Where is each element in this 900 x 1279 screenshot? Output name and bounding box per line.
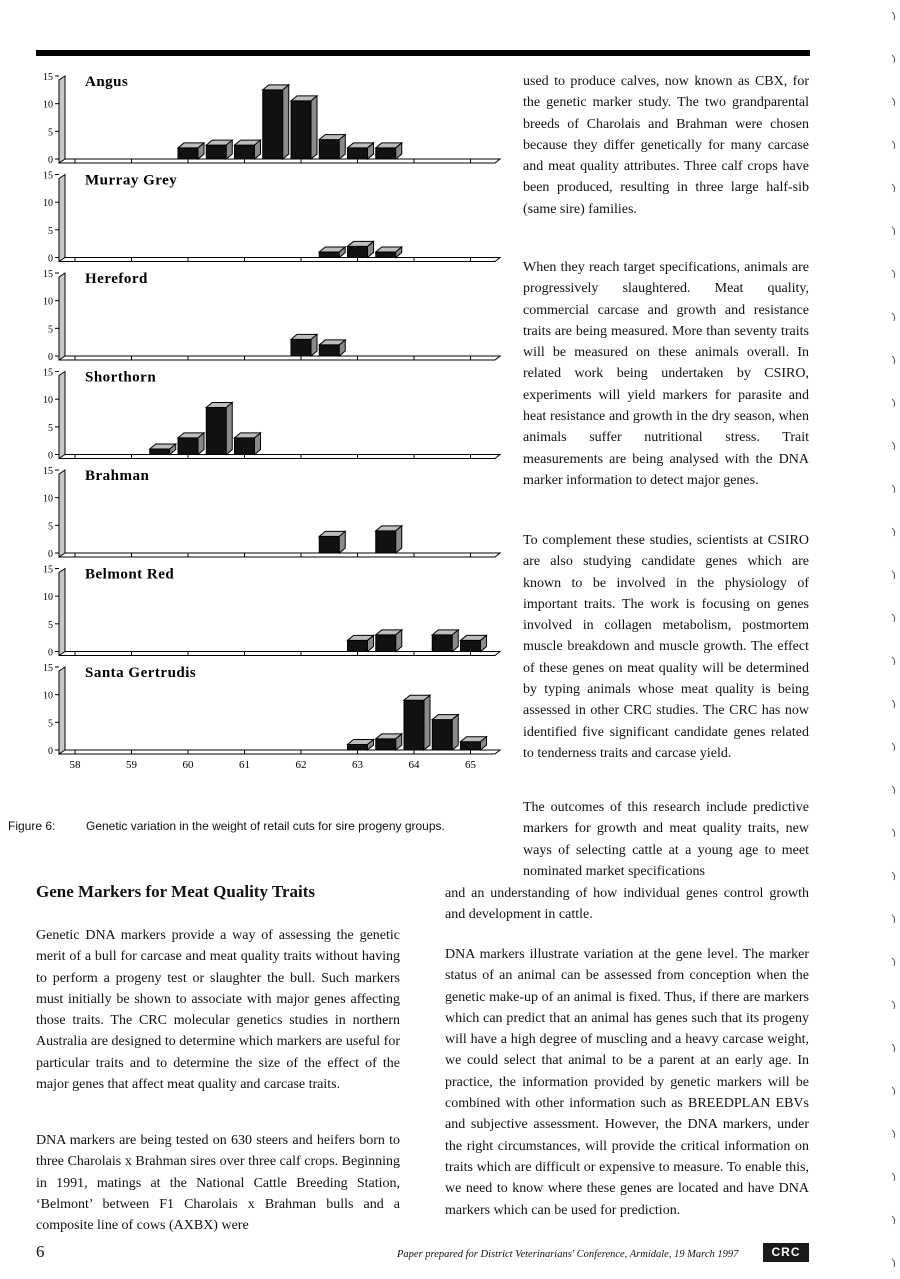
- x-tick-label-6: 64: [408, 759, 420, 771]
- x-tick-label-3: 61: [239, 759, 250, 771]
- margin-mark: [892, 915, 895, 923]
- bar-5-3: [461, 640, 481, 651]
- right-paragraph-2: When they reach target specifications, animals are progressively slaughtered. Meat quality, commercial carcase and growth and resistance traits are being measured. More than seventy traits will be measured on these animals overall. In related work being undertaken by CSIRO, experiments will yield markers for parasite and heat resistance and growth in the dry season, when animals suffer nutritional stress. Trait measurements are being analysed with the DNA marker information to detect major genes.: [523, 260, 809, 488]
- panel-title-2: Hereford: [85, 271, 148, 287]
- right-paragraph-5: DNA markers illustrate variation at the gene level. The marker status of an animal can be assessed from conception when the genetic make-up of an animal is fixed. Thus, if there are markers which can predict that an animal has genes such that its progeny will have a high degree of muscling and a heavy carcase weight, we could select that animal to be a parent at an early age. In practice, the information provided by genetic markers will be combined with other information such as BREEDPLAN EBVs and subjective assessment. However, the DNA markers, under the right circumstances, will provide the critical information on traits which are difficult or expensive to measure. To enable this, we need to know where these genes are located and have DNA markers which can be used for prediction.: [445, 947, 809, 1218]
- x-tick-label-1: 59: [126, 759, 137, 771]
- figure-caption-text: Genetic variation in the weight of retail cuts for sire progeny groups.: [86, 819, 445, 833]
- bar-3-0: [150, 449, 170, 455]
- right-paragraph-3: To complement these studies, scientists at CSIRO are also studying candidate genes which are known to be involved in the physiology of important traits. The work is focusing on genes involved in collagen metabolism, postmortem muscle breakdown and muscle growth. The effect of these genes on meat quality will be determined by typing animals whose meat quality is being assessed in other CRC studies. The CRC has now identified five significant candidate genes related to tenderness traits and carcase yield.: [523, 533, 809, 761]
- margin-mark: [892, 1044, 895, 1052]
- panel-wall-2: [59, 273, 65, 360]
- y-tick-label-5-3: 15: [43, 564, 53, 576]
- x-tick-label-0: 58: [69, 759, 81, 771]
- margin-mark: [892, 528, 895, 536]
- panel-floor-5: [59, 652, 500, 656]
- margin-mark: [892, 313, 895, 321]
- right-paragraph-4b: and an understanding of how individual genes control growth and development in cattle.: [445, 886, 809, 923]
- y-tick-label-2-1: 5: [48, 324, 53, 336]
- x-tick-label-7: 65: [465, 759, 476, 771]
- y-tick-label-2-2: 10: [43, 296, 53, 308]
- panel-floor-0: [59, 159, 500, 163]
- bar-3-1: [178, 438, 198, 455]
- bar-6-0: [348, 744, 368, 750]
- y-tick-label-3-1: 5: [48, 422, 53, 434]
- breed-histogram-chart: [0, 60, 510, 780]
- margin-mark: [892, 141, 895, 149]
- bar-side-4-1: [396, 526, 402, 553]
- y-tick-label-6-2: 10: [43, 690, 53, 702]
- page-number: 6: [36, 1242, 45, 1261]
- bar-6-4: [461, 742, 481, 750]
- margin-mark: [892, 55, 895, 63]
- margin-mark: [892, 1259, 895, 1267]
- bar-0-2: [235, 145, 255, 159]
- panel-title-4: Brahman: [85, 468, 150, 484]
- bar-5-0: [348, 640, 368, 651]
- y-tick-label-4-3: 15: [43, 466, 53, 477]
- margin-mark: [892, 1216, 895, 1224]
- bar-3-3: [235, 438, 255, 455]
- y-tick-label-0-1: 5: [48, 127, 53, 139]
- margin-mark: [892, 829, 895, 837]
- bar-0-1: [206, 145, 226, 159]
- y-tick-label-0-3: 15: [43, 72, 53, 83]
- bar-side-0-4: [311, 96, 317, 159]
- x-tick-label-5: 63: [352, 759, 363, 771]
- panel-floor-6: [59, 750, 500, 754]
- scan-margin-marks: [888, 0, 900, 1279]
- left-paragraph-1: Genetic DNA markers provide a way of assessing the genetic merit of a bull for carcase and meat quality traits without having to perform a progeny test or slaughter the bull. Such markers must initially be shown to associate with major genes affecting those traits. The CRC molecular genetics studies in northern Australia are designed to determine which markers are useful for particular traits and to determine the size of the effect of the major genes that affect meat quality and carcase traits.: [36, 928, 400, 1093]
- bar-0-0: [178, 148, 198, 159]
- y-tick-label-5-2: 10: [43, 592, 53, 604]
- y-tick-label-3-3: 15: [43, 367, 53, 379]
- y-tick-label-6-0: 0: [48, 746, 53, 757]
- left-paragraph-2: DNA markers are being tested on 630 steers and heifers born to three Charolais x Brahman sires over three calf crops. Beginning in 1991, matings at the National Cattle Breeding Station, ‘Belmont’ between F1 Charolais x Brahman bulls and a composite line of cows (AXBX) were: [36, 1133, 400, 1234]
- bar-2-0: [291, 339, 311, 356]
- right-paragraph-1: used to produce calves, now known as CBX, for the genetic marker study. The two grandparental breeds of Charolais and Brahman were chosen because they differ genetically for many carcase and meat quality attributes. Three calf crops have been produced, resulting in three large half-sib (same sire) families.: [523, 74, 809, 217]
- figure-caption: [8, 819, 445, 833]
- margin-mark: [892, 786, 895, 794]
- margin-mark: [892, 485, 895, 493]
- bar-5-1: [376, 635, 396, 652]
- right-paragraph-4a: The outcomes of this research include predictive markers for growth and meat quality traits, new ways of selecting cattle at a young age to meet nominated market specifications: [523, 800, 809, 879]
- panel-floor-2: [59, 356, 500, 360]
- y-tick-label-0-0: 0: [48, 155, 53, 166]
- margin-mark: [892, 571, 895, 579]
- y-tick-label-1-3: 15: [43, 170, 53, 182]
- panel-title-0: Angus: [85, 74, 129, 90]
- panel-wall-4: [59, 470, 65, 557]
- bar-side-0-5: [339, 135, 345, 159]
- bar-side-3-2: [226, 402, 232, 454]
- margin-mark: [892, 743, 895, 751]
- panel-wall-5: [59, 569, 65, 656]
- y-tick-label-2-0: 0: [48, 352, 53, 363]
- margin-mark: [892, 270, 895, 278]
- bar-6-3: [432, 720, 452, 750]
- bar-side-6-3: [452, 715, 458, 750]
- crc-logo: CRC: [763, 1243, 809, 1262]
- bar-6-1: [376, 739, 396, 750]
- y-tick-label-4-1: 5: [48, 521, 53, 533]
- bar-1-1: [348, 246, 368, 257]
- panel-wall-3: [59, 372, 65, 459]
- margin-mark: [892, 98, 895, 106]
- margin-mark: [892, 657, 895, 665]
- panel-floor-4: [59, 553, 500, 557]
- footer-note: Paper prepared for District Veterinarians' Conference, Armidale, 19 March 1997: [397, 1249, 739, 1260]
- bar-5-2: [432, 635, 452, 652]
- bar-0-4: [291, 101, 311, 159]
- bar-1-2: [376, 252, 396, 258]
- bar-6-2: [404, 700, 424, 750]
- panel-title-3: Shorthorn: [85, 369, 157, 386]
- figure-label: Figure 6:: [8, 819, 56, 833]
- margin-mark: [892, 1087, 895, 1095]
- bar-3-2: [206, 407, 226, 454]
- bar-4-1: [376, 531, 396, 553]
- margin-mark: [892, 1130, 895, 1138]
- y-tick-label-4-0: 0: [48, 549, 53, 560]
- bar-0-6: [348, 148, 368, 159]
- margin-mark: [892, 614, 895, 622]
- panel-title-5: Belmont Red: [85, 566, 175, 583]
- y-tick-label-2-3: 15: [43, 269, 53, 280]
- margin-mark: [892, 700, 895, 708]
- y-tick-label-3-2: 10: [43, 395, 53, 407]
- margin-mark: [892, 1173, 895, 1181]
- margin-mark: [892, 227, 895, 235]
- margin-mark: [892, 184, 895, 192]
- y-tick-label-1-0: 0: [48, 253, 53, 265]
- top-rule: [36, 50, 810, 56]
- section-heading: Gene Markers for Meat Quality Traits: [36, 882, 316, 901]
- margin-mark: [892, 356, 895, 364]
- x-tick-label-4: 62: [295, 759, 307, 771]
- bar-1-0: [319, 252, 339, 258]
- panel-wall-1: [59, 175, 65, 262]
- y-tick-label-4-2: 10: [43, 493, 53, 505]
- bar-side-6-2: [424, 695, 430, 750]
- margin-mark: [892, 958, 895, 966]
- panel-title-1: Murray Grey: [85, 172, 178, 189]
- y-tick-label-5-0: 0: [48, 647, 53, 659]
- panel-floor-1: [59, 258, 500, 262]
- bar-0-3: [263, 90, 283, 159]
- y-tick-label-3-0: 0: [48, 450, 53, 462]
- y-tick-label-1-1: 5: [48, 225, 53, 237]
- bar-4-0: [319, 536, 339, 553]
- panel-floor-3: [59, 455, 500, 459]
- bar-0-5: [319, 140, 339, 159]
- panel-wall-0: [59, 76, 65, 163]
- y-tick-label-5-1: 5: [48, 619, 53, 631]
- panel-title-6: Santa Gertrudis: [85, 665, 197, 681]
- bar-2-1: [319, 345, 339, 356]
- bar-0-7: [376, 148, 396, 159]
- margin-mark: [892, 12, 895, 20]
- panel-wall-6: [59, 667, 65, 754]
- margin-mark: [892, 872, 895, 880]
- margin-mark: [892, 399, 895, 407]
- margin-mark: [892, 1001, 895, 1009]
- margin-mark: [892, 442, 895, 450]
- y-tick-label-6-3: 15: [43, 663, 53, 674]
- x-tick-label-2: 60: [182, 759, 194, 771]
- bar-side-0-3: [283, 85, 289, 159]
- y-tick-label-6-1: 5: [48, 718, 53, 730]
- y-tick-label-0-2: 10: [43, 99, 53, 111]
- y-tick-label-1-2: 10: [43, 198, 53, 210]
